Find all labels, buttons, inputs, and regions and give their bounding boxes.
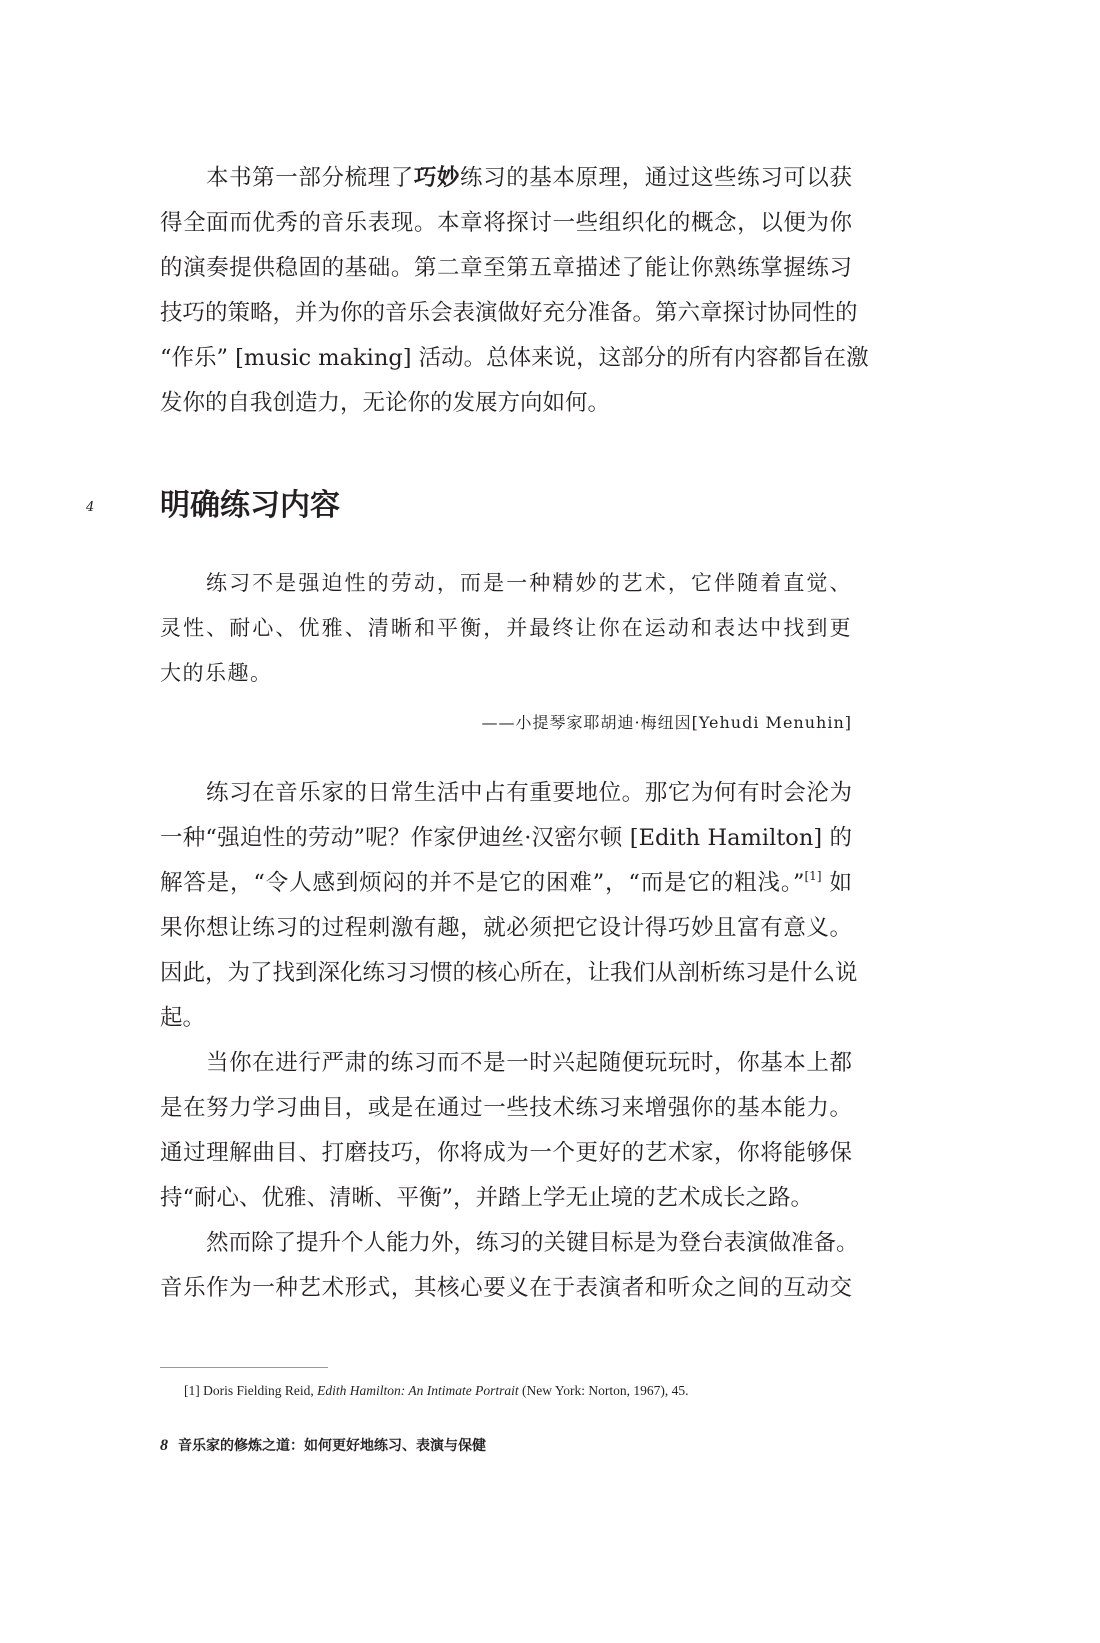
text: 如 <box>821 870 853 896</box>
text-line: 当你在进行严肃的练习而不是一时兴起随便玩玩时，你基本上都 <box>206 1050 852 1076</box>
page-footer <box>160 1434 486 1458</box>
text-line: 果你想让练习的过程刺激有趣，就必须把它设计得巧妙且富有意义。 <box>160 915 852 941</box>
text-line: 音乐作为一种艺术形式，其核心要义在于表演者和听众之间的互动交 <box>160 1275 852 1301</box>
text-line: 起。 <box>160 1005 206 1031</box>
text-line <box>160 156 852 201</box>
footnote-marker: [1] <box>184 1383 200 1398</box>
text-line: 然而除了提升个人能力外，练习的关键目标是为登台表演做准备。 <box>206 1230 859 1256</box>
text-line: 的演奏提供稳固的基础。第二章至第五章描述了能让你熟练掌握练习 <box>160 255 852 281</box>
text-line: 通过理解曲目、打磨技巧，你将成为一个更好的艺术家，你将能够保 <box>160 1140 852 1166</box>
text: Doris Fielding Reid, <box>199 1383 318 1398</box>
text-line: 得全面而优秀的音乐表现。本章将探讨一些组织化的概念，以便为你 <box>160 210 852 236</box>
text-line: 灵性、耐心、优雅、清晰和平衡，并最终让你在运动和表达中找到更 <box>160 616 852 640</box>
text-line <box>160 861 852 906</box>
epigraph <box>160 561 852 696</box>
text: 本书第一部分梳理了 <box>206 165 414 191</box>
body-paragraph <box>160 771 859 1311</box>
text: 练习的基本原理，通过这些练习可以获 <box>460 165 852 191</box>
section-heading: 明确练习内容 <box>160 488 340 523</box>
footnote-ref[interactable]: [1] <box>804 869 822 883</box>
book-title: 音乐家的修炼之道：如何更好地练习、表演与保健 <box>178 1438 486 1454</box>
footnote <box>184 1380 689 1402</box>
text: (New York: Norton, 1967), 45. <box>518 1383 689 1398</box>
margin-number: 4 <box>86 500 95 515</box>
intro-paragraph <box>160 156 869 426</box>
text: 解答是，“令人感到烦闷的并不是它的困难”，“而是它的粗浅。” <box>160 870 805 896</box>
footnote-title: Edith Hamilton: An Intimate Portrait <box>317 1383 519 1398</box>
text-line: 大的乐趣。 <box>160 661 273 685</box>
bold-term: 巧妙 <box>413 165 461 191</box>
text-line: 技巧的策略，并为你的音乐会表演做好充分准备。第六章探讨协同性的 <box>160 300 858 326</box>
text-line: 持“耐心、优雅、清晰、平衡”，并踏上学无止境的艺术成长之路。 <box>160 1185 814 1211</box>
text-line: 练习不是强迫性的劳动，而是一种精妙的艺术，它伴随着直觉、 <box>206 571 852 595</box>
text-line: 是在努力学习曲目，或是在通过一些技术练习来增强你的基本能力。 <box>160 1095 852 1121</box>
text-line: 发你的自我创造力，无论你的发展方向如何。 <box>160 390 611 416</box>
text-line: 因此，为了找到深化练习习惯的核心所在，让我们从剖析练习是什么说 <box>160 960 858 986</box>
text-line: 一种“强迫性的劳动”呢？作家伊迪丝·汉密尔顿 [Edith Hamilton] 的 <box>160 825 852 851</box>
footnote-divider <box>160 1367 328 1368</box>
text-line: “作乐” [music making] 活动。总体来说，这部分的所有内容都旨在激 <box>160 345 869 371</box>
epigraph-attribution: ——小提琴家耶胡迪·梅纽因[Yehudi Menuhin] <box>481 713 852 732</box>
text-line: 练习在音乐家的日常生活中占有重要地位。那它为何有时会沦为 <box>206 780 852 806</box>
page-number: 8 <box>160 1437 168 1454</box>
